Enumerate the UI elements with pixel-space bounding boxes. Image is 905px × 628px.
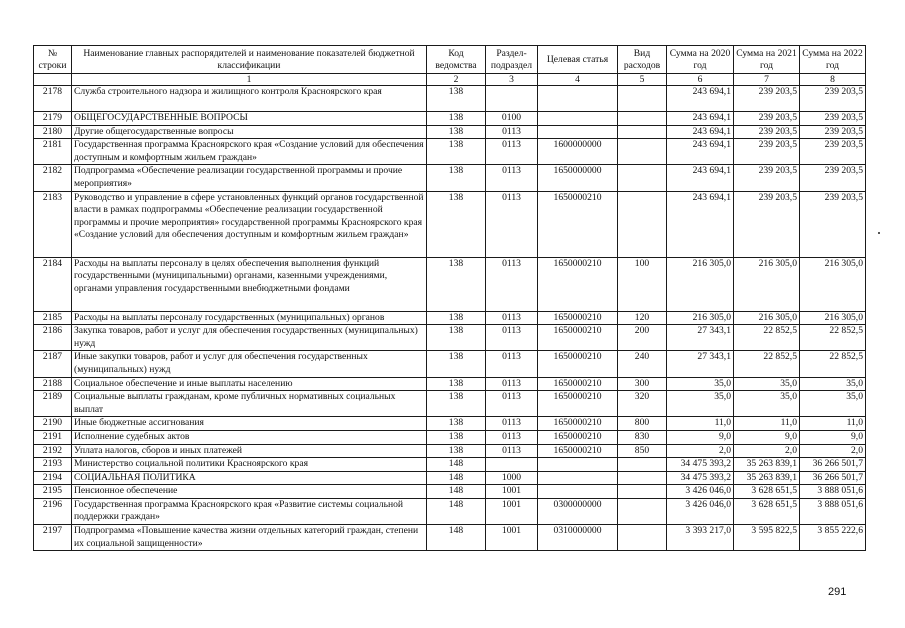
table-row xyxy=(34,125,866,139)
row-section: 0113 xyxy=(486,444,538,458)
row-target-article xyxy=(538,86,618,112)
row-number: 2191 xyxy=(34,430,72,444)
row-number: 2197 xyxy=(34,525,72,551)
row-number: 2178 xyxy=(34,86,72,112)
row-sum-2021: 35,0 xyxy=(734,377,800,391)
row-sum-2022: 35,0 xyxy=(800,377,866,391)
table-row xyxy=(34,391,866,417)
row-name: Государственная программа Красноярского края «Развитие системы социальной поддержки граждан» xyxy=(72,498,427,524)
column-number: 1 xyxy=(72,74,427,86)
row-department-code: 138 xyxy=(427,311,486,325)
table-row xyxy=(34,165,866,191)
row-expense-type: 830 xyxy=(618,430,667,444)
row-name: Иные закупки товаров, работ и услуг для обеспечения государственных (муниципальных) нужд xyxy=(72,351,427,377)
row-sum-2020: 3 393 217,0 xyxy=(667,525,734,551)
row-name: Государственная программа Красноярского края «Создание условий для обеспечения доступным и комфортным жильем граждан» xyxy=(72,139,427,165)
header-sum-2020: Сумма на 2020 год xyxy=(667,46,734,74)
column-number: 2 xyxy=(427,74,486,86)
row-target-article: 1650000210 xyxy=(538,377,618,391)
row-sum-2022: 216 305,0 xyxy=(800,257,866,311)
column-number-row xyxy=(34,74,866,86)
table-row xyxy=(34,112,866,126)
row-target-article: 0310000000 xyxy=(538,525,618,551)
header-sum-2022: Сумма на 2022 год xyxy=(800,46,866,74)
row-name: Руководство и управление в сфере установленных функций органов государственной власти в рамках подпрограммы «Обеспечение реализации государственной программы и прочие мероприятия» государственной программы Красноярского края «Создание условий для обеспечения доступным и комфортным жильем граждан» xyxy=(72,191,427,257)
row-sum-2022: 36 266 501,7 xyxy=(800,471,866,485)
row-number: 2186 xyxy=(34,325,72,351)
row-sum-2021: 2,0 xyxy=(734,444,800,458)
row-number: 2179 xyxy=(34,112,72,126)
row-expense-type xyxy=(618,485,667,499)
row-name: Министерство социальной политики Красноярского края xyxy=(72,458,427,472)
row-number: 2182 xyxy=(34,165,72,191)
row-department-code: 138 xyxy=(427,444,486,458)
row-sum-2021: 35,0 xyxy=(734,391,800,417)
table-row xyxy=(34,417,866,431)
row-number: 2181 xyxy=(34,139,72,165)
row-target-article: 1650000210 xyxy=(538,311,618,325)
row-name: Другие общегосударственные вопросы xyxy=(72,125,427,139)
row-department-code: 138 xyxy=(427,257,486,311)
row-sum-2022: 2,0 xyxy=(800,444,866,458)
row-number: 2184 xyxy=(34,257,72,311)
row-expense-type xyxy=(618,191,667,257)
row-sum-2021: 239 203,5 xyxy=(734,86,800,112)
header-section: Раздел-подраздел xyxy=(486,46,538,74)
row-department-code: 148 xyxy=(427,485,486,499)
table-row xyxy=(34,311,866,325)
row-target-article: 1650000210 xyxy=(538,430,618,444)
row-target-article: 1650000210 xyxy=(538,191,618,257)
row-number: 2188 xyxy=(34,377,72,391)
row-sum-2021: 9,0 xyxy=(734,430,800,444)
row-sum-2020: 3 426 046,0 xyxy=(667,498,734,524)
row-name: Закупка товаров, работ и услуг для обеспечения государственных (муниципальных) нужд xyxy=(72,325,427,351)
row-target-article: 1650000210 xyxy=(538,351,618,377)
header-target-article: Целевая статья xyxy=(538,46,618,74)
row-sum-2021: 35 263 839,1 xyxy=(734,458,800,472)
row-name: Подпрограмма «Обеспечение реализации государственной программы и прочие мероприятия» xyxy=(72,165,427,191)
row-department-code: 148 xyxy=(427,525,486,551)
row-section: 0113 xyxy=(486,257,538,311)
row-sum-2022: 239 203,5 xyxy=(800,112,866,126)
row-sum-2022: 22 852,5 xyxy=(800,325,866,351)
row-name: Исполнение судебных актов xyxy=(72,430,427,444)
row-expense-type: 200 xyxy=(618,325,667,351)
row-expense-type: 320 xyxy=(618,391,667,417)
table-row xyxy=(34,498,866,524)
row-target-article: 1650000210 xyxy=(538,417,618,431)
row-department-code: 138 xyxy=(427,125,486,139)
row-expense-type xyxy=(618,112,667,126)
header-name: Наименование главных распорядителей и наименование показателей бюджетной классификации xyxy=(72,46,427,74)
row-expense-type xyxy=(618,165,667,191)
row-target-article: 1650000210 xyxy=(538,257,618,311)
row-sum-2022: 35,0 xyxy=(800,391,866,417)
row-section xyxy=(486,458,538,472)
row-expense-type: 850 xyxy=(618,444,667,458)
row-sum-2022: 239 203,5 xyxy=(800,86,866,112)
row-name: Социальное обеспечение и иные выплаты населению xyxy=(72,377,427,391)
row-sum-2020: 243 694,1 xyxy=(667,125,734,139)
table-row xyxy=(34,485,866,499)
row-expense-type: 120 xyxy=(618,311,667,325)
row-sum-2020: 35,0 xyxy=(667,377,734,391)
row-expense-type: 240 xyxy=(618,351,667,377)
column-number: 7 xyxy=(734,74,800,86)
row-target-article: 1650000210 xyxy=(538,444,618,458)
row-number: 2187 xyxy=(34,351,72,377)
row-name: Уплата налогов, сборов и иных платежей xyxy=(72,444,427,458)
table-row xyxy=(34,458,866,472)
column-number: 3 xyxy=(486,74,538,86)
page-number: 291 xyxy=(828,586,847,598)
row-sum-2021: 239 203,5 xyxy=(734,165,800,191)
row-target-article xyxy=(538,112,618,126)
row-name: СОЦИАЛЬНАЯ ПОЛИТИКА xyxy=(72,471,427,485)
row-department-code: 138 xyxy=(427,112,486,126)
row-sum-2020: 27 343,1 xyxy=(667,325,734,351)
table-row xyxy=(34,325,866,351)
row-sum-2020: 3 426 046,0 xyxy=(667,485,734,499)
row-sum-2021: 216 305,0 xyxy=(734,311,800,325)
column-number xyxy=(34,74,72,86)
row-number: 2195 xyxy=(34,485,72,499)
row-sum-2020: 243 694,1 xyxy=(667,139,734,165)
table-row xyxy=(34,86,866,112)
row-department-code: 138 xyxy=(427,191,486,257)
table-row xyxy=(34,444,866,458)
header-row-number: № строки xyxy=(34,46,72,74)
header-sum-2021: Сумма на 2021 год xyxy=(734,46,800,74)
row-sum-2022: 11,0 xyxy=(800,417,866,431)
row-number: 2193 xyxy=(34,458,72,472)
row-sum-2022: 9,0 xyxy=(800,430,866,444)
table-header xyxy=(34,46,866,86)
row-department-code: 138 xyxy=(427,391,486,417)
row-section: 0113 xyxy=(486,377,538,391)
row-section: 0113 xyxy=(486,325,538,351)
row-name: Социальные выплаты гражданам, кроме публичных нормативных социальных выплат xyxy=(72,391,427,417)
row-section: 0113 xyxy=(486,430,538,444)
row-sum-2020: 34 475 393,2 xyxy=(667,458,734,472)
row-number: 2183 xyxy=(34,191,72,257)
table-row xyxy=(34,430,866,444)
row-department-code: 148 xyxy=(427,471,486,485)
row-department-code: 138 xyxy=(427,417,486,431)
row-sum-2021: 239 203,5 xyxy=(734,112,800,126)
row-section: 0100 xyxy=(486,112,538,126)
column-number: 4 xyxy=(538,74,618,86)
row-sum-2020: 34 475 393,2 xyxy=(667,471,734,485)
row-sum-2021: 216 305,0 xyxy=(734,257,800,311)
table-row xyxy=(34,257,866,311)
row-sum-2022: 3 855 222,6 xyxy=(800,525,866,551)
row-section: 1000 xyxy=(486,471,538,485)
row-sum-2021: 239 203,5 xyxy=(734,191,800,257)
row-name: Служба строительного надзора и жилищного контроля Красноярского края xyxy=(72,86,427,112)
row-name: Иные бюджетные ассигнования xyxy=(72,417,427,431)
table-row xyxy=(34,191,866,257)
row-sum-2021: 22 852,5 xyxy=(734,351,800,377)
row-target-article: 1650000210 xyxy=(538,391,618,417)
column-number: 5 xyxy=(618,74,667,86)
row-section: 0113 xyxy=(486,191,538,257)
row-target-article xyxy=(538,125,618,139)
row-number: 2180 xyxy=(34,125,72,139)
row-name: ОБЩЕГОСУДАРСТВЕННЫЕ ВОПРОСЫ xyxy=(72,112,427,126)
table-row xyxy=(34,139,866,165)
row-sum-2020: 11,0 xyxy=(667,417,734,431)
row-department-code: 148 xyxy=(427,458,486,472)
row-number: 2189 xyxy=(34,391,72,417)
row-sum-2021: 22 852,5 xyxy=(734,325,800,351)
table-row xyxy=(34,525,866,551)
row-expense-type: 800 xyxy=(618,417,667,431)
row-section: 0113 xyxy=(486,311,538,325)
row-expense-type xyxy=(618,86,667,112)
row-sum-2020: 216 305,0 xyxy=(667,257,734,311)
row-expense-type xyxy=(618,139,667,165)
row-number: 2190 xyxy=(34,417,72,431)
row-target-article xyxy=(538,458,618,472)
row-department-code: 148 xyxy=(427,498,486,524)
row-number: 2194 xyxy=(34,471,72,485)
row-sum-2022: 239 203,5 xyxy=(800,139,866,165)
row-target-article: 1650000000 xyxy=(538,165,618,191)
row-section: 1001 xyxy=(486,525,538,551)
row-sum-2020: 2,0 xyxy=(667,444,734,458)
row-section: 1001 xyxy=(486,498,538,524)
row-section: 1001 xyxy=(486,485,538,499)
column-number: 8 xyxy=(800,74,866,86)
row-name: Расходы на выплаты персоналу государственных (муниципальных) органов xyxy=(72,311,427,325)
row-sum-2020: 243 694,1 xyxy=(667,86,734,112)
row-sum-2022: 239 203,5 xyxy=(800,125,866,139)
row-section: 0113 xyxy=(486,165,538,191)
row-target-article xyxy=(538,471,618,485)
row-sum-2020: 243 694,1 xyxy=(667,112,734,126)
row-sum-2020: 35,0 xyxy=(667,391,734,417)
row-sum-2022: 3 888 051,6 xyxy=(800,485,866,499)
table-row xyxy=(34,351,866,377)
header-department-code: Код ведомства xyxy=(427,46,486,74)
row-expense-type: 100 xyxy=(618,257,667,311)
row-target-article: 1650000210 xyxy=(538,325,618,351)
row-sum-2021: 3 628 651,5 xyxy=(734,498,800,524)
row-sum-2021: 239 203,5 xyxy=(734,125,800,139)
row-sum-2022: 36 266 501,7 xyxy=(800,458,866,472)
row-sum-2020: 27 343,1 xyxy=(667,351,734,377)
row-expense-type xyxy=(618,498,667,524)
column-number: 6 xyxy=(667,74,734,86)
table-row xyxy=(34,471,866,485)
row-target-article: 0300000000 xyxy=(538,498,618,524)
row-expense-type xyxy=(618,525,667,551)
row-name: Пенсионное обеспечение xyxy=(72,485,427,499)
row-department-code: 138 xyxy=(427,351,486,377)
scan-speck xyxy=(878,232,880,234)
row-department-code: 138 xyxy=(427,86,486,112)
row-sum-2020: 216 305,0 xyxy=(667,311,734,325)
row-expense-type xyxy=(618,471,667,485)
row-sum-2020: 9,0 xyxy=(667,430,734,444)
row-department-code: 138 xyxy=(427,139,486,165)
row-section: 0113 xyxy=(486,351,538,377)
row-name: Подпрограмма «Повышение качества жизни отдельных категорий граждан, степени их социальной защищенности» xyxy=(72,525,427,551)
row-sum-2020: 243 694,1 xyxy=(667,165,734,191)
row-section: 0113 xyxy=(486,417,538,431)
row-department-code: 138 xyxy=(427,165,486,191)
row-name: Расходы на выплаты персоналу в целях обеспечения выполнения функций государственными (муниципальными) органами, казенными учреждениями, органами управления государственными внебюджетными фондами xyxy=(72,257,427,311)
row-sum-2021: 11,0 xyxy=(734,417,800,431)
row-target-article xyxy=(538,485,618,499)
row-section: 0113 xyxy=(486,125,538,139)
row-section: 0113 xyxy=(486,391,538,417)
row-sum-2021: 3 595 822,5 xyxy=(734,525,800,551)
row-sum-2022: 3 888 051,6 xyxy=(800,498,866,524)
row-sum-2022: 22 852,5 xyxy=(800,351,866,377)
row-expense-type: 300 xyxy=(618,377,667,391)
row-section: 0113 xyxy=(486,139,538,165)
table-row xyxy=(34,377,866,391)
row-sum-2022: 239 203,5 xyxy=(800,165,866,191)
row-section xyxy=(486,86,538,112)
row-department-code: 138 xyxy=(427,430,486,444)
row-sum-2022: 239 203,5 xyxy=(800,191,866,257)
row-expense-type xyxy=(618,125,667,139)
row-department-code: 138 xyxy=(427,325,486,351)
row-number: 2196 xyxy=(34,498,72,524)
budget-table xyxy=(33,45,866,551)
row-target-article: 1600000000 xyxy=(538,139,618,165)
row-sum-2022: 216 305,0 xyxy=(800,311,866,325)
row-sum-2020: 243 694,1 xyxy=(667,191,734,257)
row-expense-type xyxy=(618,458,667,472)
table-body xyxy=(34,86,866,551)
row-sum-2021: 35 263 839,1 xyxy=(734,471,800,485)
row-department-code: 138 xyxy=(427,377,486,391)
header-expense-type: Вид расходов xyxy=(618,46,667,74)
row-number: 2192 xyxy=(34,444,72,458)
row-sum-2021: 3 628 651,5 xyxy=(734,485,800,499)
row-number: 2185 xyxy=(34,311,72,325)
row-sum-2021: 239 203,5 xyxy=(734,139,800,165)
